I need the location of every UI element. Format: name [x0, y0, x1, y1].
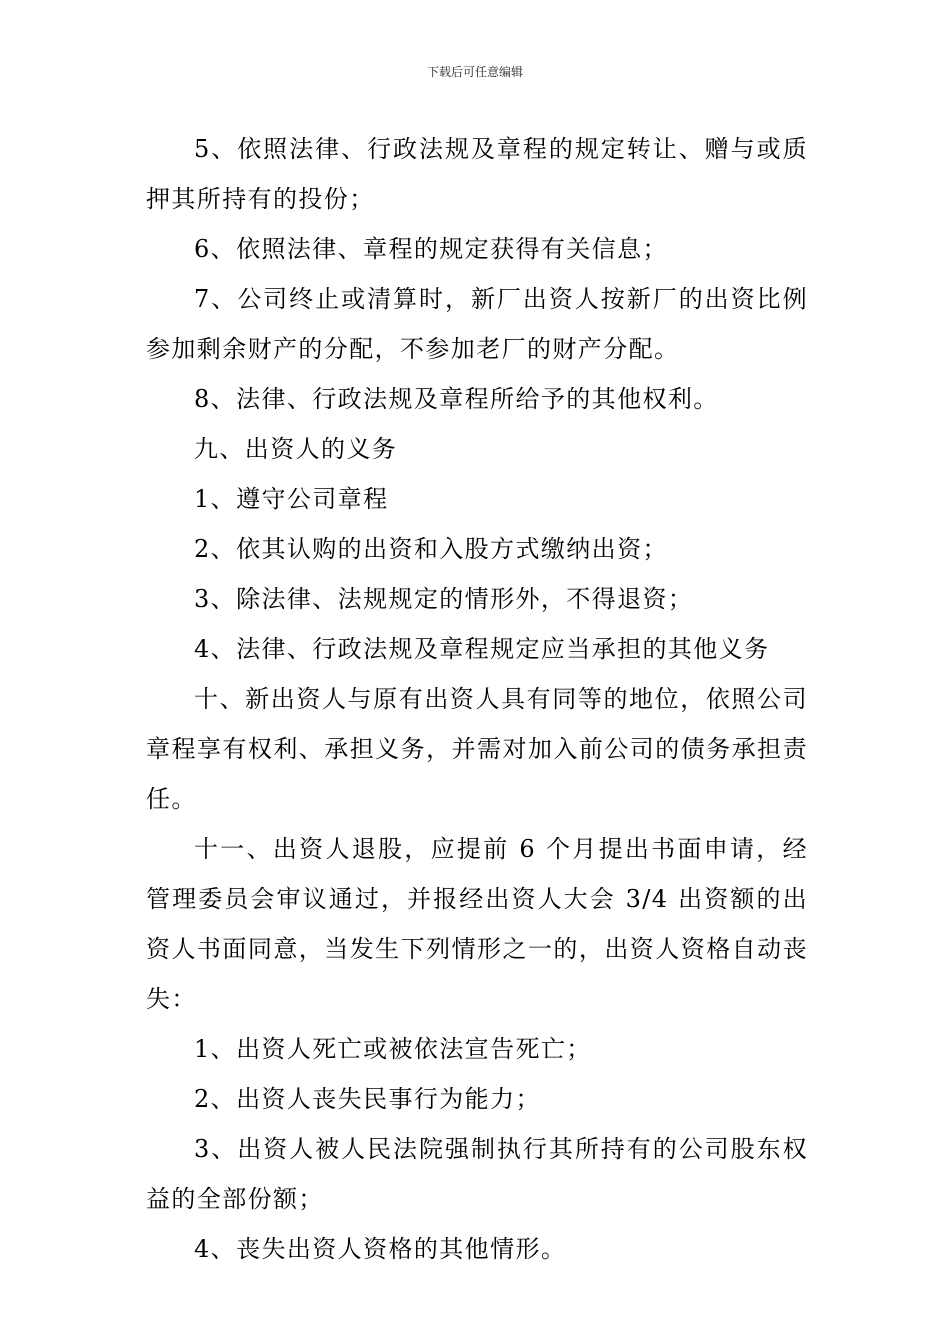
section-heading-obligations: 九、出资人的义务 [194, 435, 398, 463]
header-note: 下载后可任意编辑 [426, 65, 523, 79]
section-eleven: 十一、出资人退股，应提前 6 个月提出书面申请，经管理委员会审议通过，并报经出资人大会 3/4 出资额的出资人书面同意，当发生下列情形之一的，出资人资格自动丧失： [146, 835, 808, 1013]
paragraph-obligation-2: 2、依其认购的出资和入股方式缴纳出资； [194, 535, 668, 563]
paragraph-right-5: 5、依照法律、行政法规及章程的规定转让、赠与或质押其所持有的投份； [146, 135, 808, 213]
paragraph-right-6: 6、依照法律、章程的规定获得有关信息； [194, 235, 668, 263]
document-body [146, 124, 808, 1274]
paragraph-right-7: 7、公司终止或清算时，新厂出资人按新厂的出资比例参加剩余财产的分配，不参加老厂的财产分配。 [146, 285, 808, 363]
paragraph-obligation-1: 1、遵守公司章程 [194, 485, 389, 513]
paragraph-right-8: 8、法律、行政法规及章程所给予的其他权利。 [194, 385, 719, 413]
paragraph-loss-3: 3、出资人被人民法院强制执行其所持有的公司股东权益的全部份额； [146, 1135, 808, 1213]
paragraph-loss-4: 4、丧失出资人资格的其他情形。 [194, 1235, 567, 1263]
paragraph-obligation-3: 3、除法律、法规规定的情形外，不得退资； [194, 585, 694, 613]
paragraph-obligation-4: 4、法律、行政法规及章程规定应当承担的其他义务 [194, 635, 770, 663]
paragraph-loss-2: 2、出资人丧失民事行为能力； [194, 1085, 541, 1113]
section-ten: 十、新出资人与原有出资人具有同等的地位，依照公司章程享有权利、承担义务，并需对加入前公司的债务承担责任。 [146, 685, 808, 813]
paragraph-loss-1: 1、出资人死亡或被依法宣告死亡； [194, 1035, 592, 1063]
